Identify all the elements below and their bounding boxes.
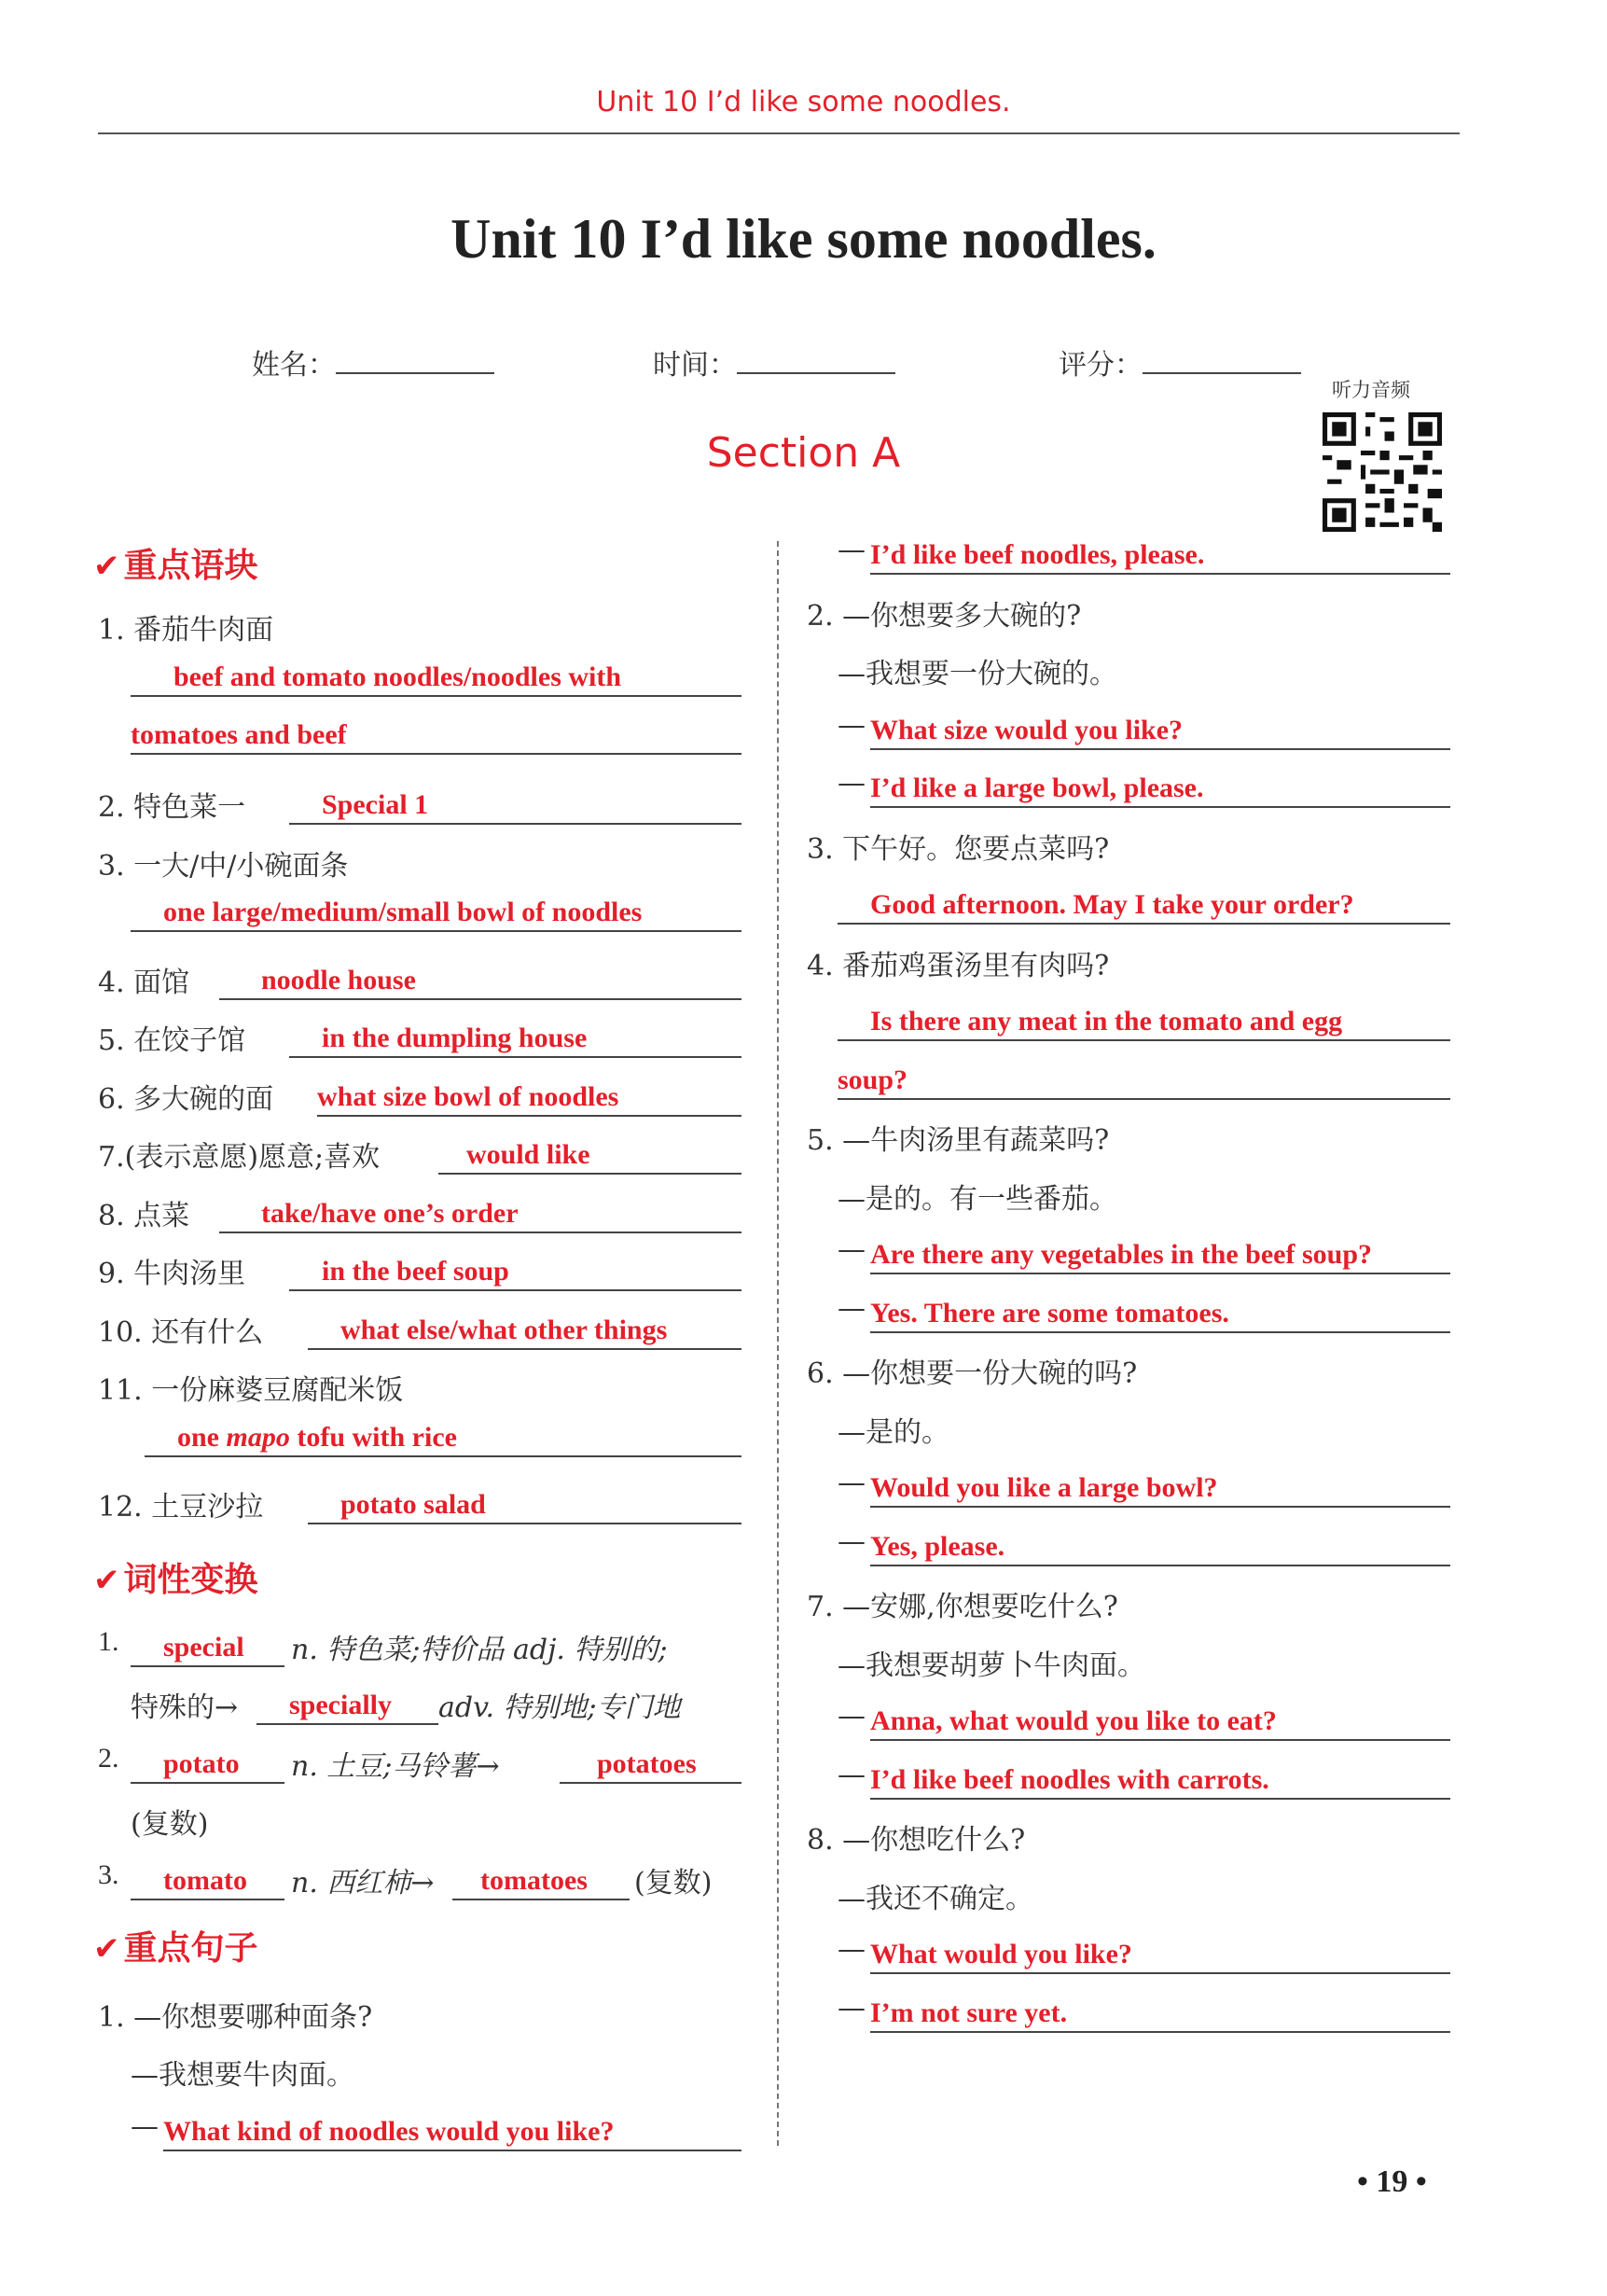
name-field	[252, 341, 494, 383]
header-rule	[98, 132, 1460, 134]
phrase-6-prompt: 6. 多大碗的面	[98, 1083, 274, 1116]
answer-line[interactable]: Anna, what would you like to eat?	[870, 1700, 1450, 1741]
answer-line[interactable]: tomatoes	[452, 1859, 630, 1900]
sentence-5-reply: —是的。有一些番茄。	[838, 1183, 1117, 1216]
dash: —	[838, 1292, 866, 1325]
answer-line[interactable]: What would you like?	[870, 1933, 1450, 1974]
running-header: Unit 10 I’d like some noodles.	[596, 86, 1011, 118]
page-number: • 19 •	[1357, 2164, 1427, 2199]
sentence-8-reply: —我还不确定。	[838, 1883, 1033, 1915]
answer-line[interactable]: I’d like a large bowl, please.	[870, 767, 1450, 808]
answer-line[interactable]: what size bowl of noodles	[317, 1076, 741, 1117]
dash: —	[131, 2110, 159, 2143]
answer-line[interactable]: what else/what other things	[308, 1309, 741, 1350]
phrase-11-prompt: 11. 一份麻婆豆腐配米饭	[98, 1374, 404, 1407]
phrase-9-prompt: 9. 牛肉汤里	[98, 1258, 246, 1290]
answer-line[interactable]: would like	[438, 1134, 741, 1175]
sentence-7-prompt: 7. —安娜,你想要吃什么?	[807, 1591, 1118, 1623]
name-label: 姓名：	[252, 349, 336, 382]
wordform-2-number: 2.	[98, 1743, 119, 1774]
answer-line[interactable]: Yes. There are some tomatoes.	[870, 1292, 1450, 1333]
answer-line[interactable]: Is there any meat in the tomato and egg	[838, 1000, 1450, 1041]
answer-line[interactable]: beef and tomato noodles/noodles with	[131, 656, 741, 697]
sentence-3-prompt: 3. 下午好。您要点菜吗?	[807, 833, 1110, 866]
sentence-1-prompt: 1. —你想要哪种面条?	[98, 2001, 373, 2034]
sentence-7-reply: —我想要胡萝卜牛肉面。	[838, 1649, 1145, 1682]
phrase-8-prompt: 8. 点菜	[98, 1200, 190, 1232]
time-field	[653, 341, 895, 383]
dash: —	[838, 767, 866, 800]
dash: —	[838, 1933, 866, 1966]
phrase-2-prompt: 2. 特色菜一	[98, 791, 246, 824]
wordform-2-gloss: n. 土豆;马铃薯→	[291, 1750, 500, 1783]
answer-line[interactable]: I’d like beef noodles with carrots.	[870, 1759, 1450, 1800]
sentence-5-prompt: 5. —牛肉汤里有蔬菜吗?	[807, 1124, 1110, 1157]
time-label: 时间：	[653, 349, 737, 382]
answer-line[interactable]: potatoes	[560, 1743, 741, 1784]
answer-line[interactable]: I’m not sure yet.	[870, 1992, 1450, 2033]
answer-line[interactable]: soup?	[838, 1059, 1450, 1100]
answer-line[interactable]: tomatoes and beef	[131, 714, 741, 755]
answer-line[interactable]: in the dumpling house	[289, 1017, 741, 1058]
answer-line[interactable]: Good afternoon. May I take your order?	[838, 884, 1450, 925]
answer-line[interactable]: What kind of noodles would you like?	[163, 2110, 741, 2151]
phrase-1-prompt: 1. 番茄牛肉面	[98, 614, 274, 647]
dash: —	[838, 1759, 866, 1791]
column-divider	[777, 541, 779, 2146]
score-blank[interactable]	[1143, 350, 1301, 374]
name-blank[interactable]	[336, 350, 494, 374]
wordform-3-number: 3.	[98, 1859, 119, 1890]
answer-line[interactable]: What size would you like?	[870, 709, 1450, 750]
answer-line[interactable]: Special 1	[289, 784, 741, 825]
sentence-4-prompt: 4. 番茄鸡蛋汤里有肉吗?	[807, 950, 1110, 982]
section-title: Section A	[706, 429, 901, 477]
wordform-1-number: 1.	[98, 1626, 119, 1657]
heading-word-forms: ✔ 词性变换	[93, 1561, 258, 1599]
heading-key-sentences: ✔ 重点句子	[93, 1929, 258, 1968]
sentence-6-prompt: 6. —你想要一份大碗的吗?	[807, 1357, 1138, 1390]
answer-line[interactable]: noodle house	[219, 959, 741, 1000]
phrase-12-prompt: 12. 土豆沙拉	[98, 1491, 264, 1524]
answer-line[interactable]: Are there any vegetables in the beef soup?	[870, 1233, 1450, 1274]
answer-line[interactable]: special	[131, 1626, 284, 1667]
score-field	[1059, 341, 1301, 383]
dash: —	[838, 709, 866, 742]
answer-line[interactable]: specially	[256, 1684, 438, 1725]
dash: —	[838, 534, 866, 566]
answer-line[interactable]: one mapo tofu with rice	[145, 1416, 741, 1457]
answer-line[interactable]: potato salad	[308, 1483, 741, 1524]
answer-line[interactable]: Yes, please.	[870, 1525, 1450, 1566]
time-blank[interactable]	[737, 350, 895, 374]
wordform-3-plural: (复数)	[634, 1867, 713, 1899]
wordform-1b-gloss: 特殊的→	[131, 1691, 239, 1724]
dash: —	[838, 1525, 866, 1558]
answer-line[interactable]: Would you like a large bowl?	[870, 1467, 1450, 1508]
phrase-7-prompt: 7.(表示意愿)愿意;喜欢	[98, 1141, 381, 1174]
dash: —	[838, 1467, 866, 1499]
wordform-1c-gloss: adv. 特别地;专门地	[438, 1691, 681, 1724]
score-label: 评分：	[1059, 349, 1143, 382]
wordform-3-gloss: n. 西红柿→	[291, 1867, 435, 1899]
sentence-8-prompt: 8. —你想吃什么?	[807, 1824, 1026, 1857]
checkmark-icon: ✔	[93, 548, 120, 585]
answer-line[interactable]: potato	[131, 1743, 284, 1784]
answer-line[interactable]: tomato	[131, 1859, 284, 1900]
phrase-5-prompt: 5. 在饺子馆	[98, 1024, 246, 1057]
answer-line[interactable]: take/have one’s order	[219, 1192, 741, 1233]
dash: —	[838, 1992, 866, 2025]
answer-line[interactable]: one large/medium/small bowl of noodles	[131, 891, 741, 932]
dash: —	[838, 1233, 866, 1266]
sentence-6-reply: —是的。	[838, 1416, 949, 1449]
checkmark-icon: ✔	[93, 1930, 120, 1968]
wordform-2-plural: (复数)	[131, 1808, 209, 1841]
answer-line[interactable]: I’d like beef noodles, please.	[870, 534, 1450, 575]
answer-line[interactable]: in the beef soup	[289, 1250, 741, 1291]
phrase-10-prompt: 10. 还有什么	[98, 1316, 264, 1349]
checkmark-icon: ✔	[93, 1562, 120, 1599]
sentence-1-reply: —我想要牛肉面。	[131, 2059, 354, 2092]
qr-label: 听力音频	[1332, 379, 1410, 401]
phrase-4-prompt: 4. 面馆	[98, 967, 190, 999]
dash: —	[838, 1700, 866, 1732]
sentence-2-prompt: 2. —你想要多大碗的?	[807, 600, 1082, 633]
wordform-1-gloss: n. 特色菜;特价品 adj. 特别的;	[291, 1634, 668, 1666]
page-title: Unit 10 I’d like some noodles.	[450, 208, 1157, 270]
sentence-2-reply: —我想要一份大碗的。	[838, 658, 1117, 690]
heading-key-phrases: ✔ 重点语块	[93, 547, 258, 585]
phrase-3-prompt: 3. 一大/中/小碗面条	[98, 850, 349, 883]
